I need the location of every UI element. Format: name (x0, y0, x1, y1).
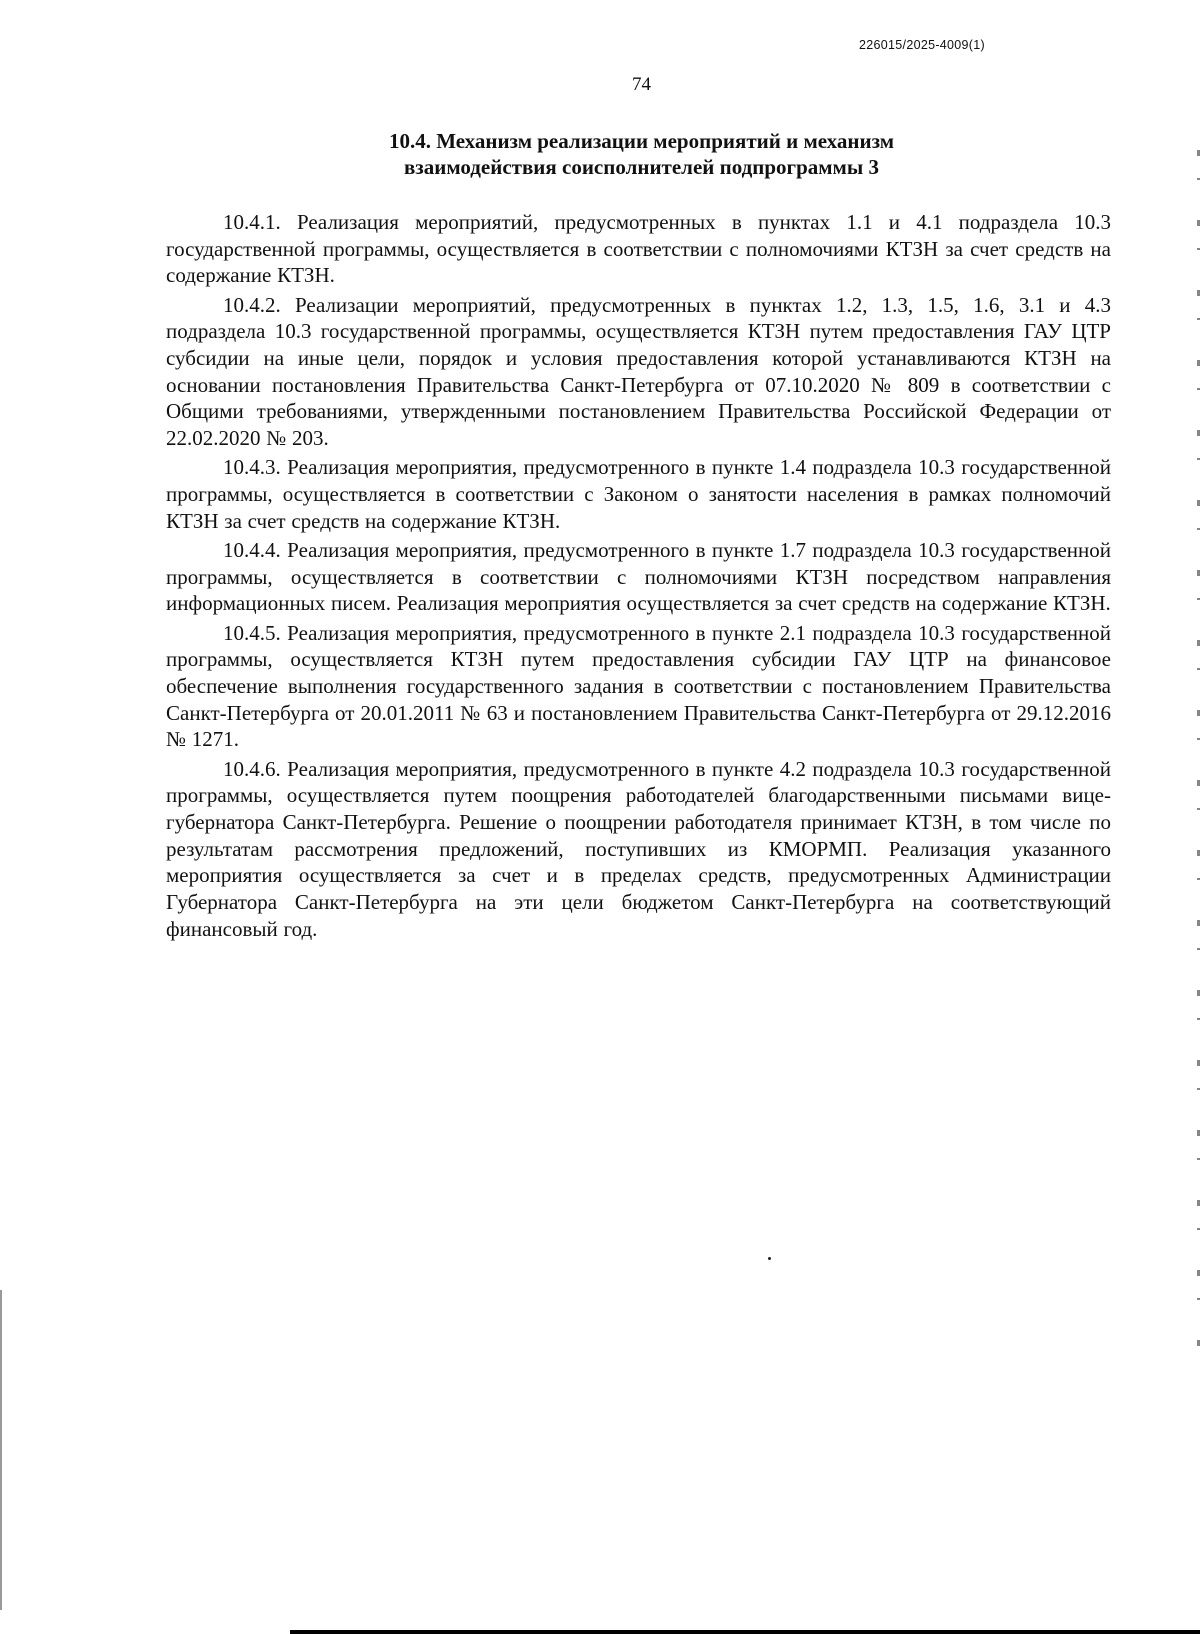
scan-edge-left (0, 1290, 2, 1610)
paragraph-10-4-1: 10.4.1. Реализация мероприятий, предусмотренных в пунктах 1.1 и 4.1 подраздела 10.3 государственной программы, осуществляется в соответствии с полномочиями КТЗН за счет средств на содержание КТЗН. (166, 210, 1111, 288)
paragraph-10-4-6: 10.4.6. Реализация мероприятия, предусмотренного в пункте 4.2 подраздела 10.3 государственной программы, осуществляется путем поощрения работодателей благодарственными письмами вице-губернатора Санкт-Петербурга. Решение о поощрении работодателя принимает КТЗН, в том числе по результатам рассмотрения предложений, поступивших из КМОРМП. Реализация указанного мероприятия осуществляется за счет и в пределах средств, предусмотренных Администрации Губернатора Санкт-Петербурга на эти цели бюджетом Санкт-Петербурга на соответствующий финансовый год. (166, 756, 1111, 941)
section-title-line-2: взаимодействия соисполнителей подпрограммы 3 (403, 155, 880, 179)
document-body (166, 209, 1111, 945)
paragraph-10-4-2: 10.4.2. Реализации мероприятий, предусмотренных в пунктах 1.2, 1.3, 1.5, 1.6, 3.1 и 4.3 подраздела 10.3 государственной программы, осуществляется КТЗН путем предоставления ГАУ ЦТР субсидии на иные цели, порядок и условия предоставления которой устанавливаются КТЗН на основании постановления Правительства Санкт-Петербурга от 07.10.2020 № 809 в соответствии с Общими требованиями, утвержденными постановлением Правительства Российской Федерации от 22.02.2020 № 203. (166, 292, 1111, 451)
page-number: 74 (632, 74, 651, 95)
paragraph-10-4-4: 10.4.4. Реализация мероприятия, предусмотренного в пункте 1.7 подраздела 10.3 государственной программы, осуществляется в соответствии с полномочиями КТЗН посредством направления информационных писем. Реализация мероприятия осуществляется за счет средств на содержание КТЗН. (166, 537, 1111, 616)
document-id: 226015/2025-4009(1) (859, 38, 985, 52)
paragraph-10-4-3: 10.4.3. Реализация мероприятия, предусмотренного в пункте 1.4 подраздела 10.3 государственной программы, осуществляется в соответствии с Законом о занятости населения в рамках полномочий КТЗН за счет средств на содержание КТЗН. (166, 455, 1111, 533)
section-title (166, 128, 1117, 180)
scan-edge-bottom (290, 1630, 1200, 1634)
section-title-line-1: 10.4. Механизм реализации мероприятий и механизм (388, 129, 895, 153)
scan-speck (768, 1257, 771, 1260)
paragraph-10-4-5: 10.4.5. Реализация мероприятия, предусмотренного в пункте 2.1 подраздела 10.3 государственной программы, осуществляется КТЗН путем предоставления субсидии ГАУ ЦТР на финансовое обеспечение выполнения государственного задания в соответствии с постановлением Правительства Санкт-Петербурга от 20.01.2011 № 63 и постановлением Правительства Санкт-Петербурга от 29.12.2016 № 1271. (166, 620, 1111, 752)
